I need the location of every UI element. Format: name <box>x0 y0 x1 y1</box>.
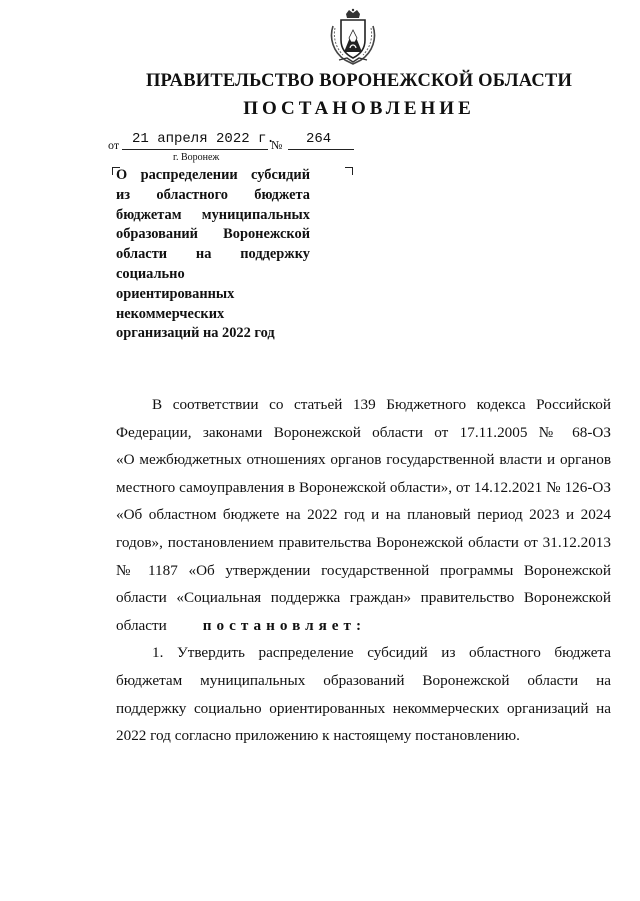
body-line: области «Социальная поддержка граждан» правительство Воронежской <box>116 589 611 607</box>
date-underline <box>122 149 268 150</box>
document-number: 264 <box>306 131 332 147</box>
item-1-line: 2022 год согласно приложению к настоящему постановлению. <box>116 727 520 745</box>
number-underline <box>288 149 354 150</box>
city-label: г. Воронеж <box>173 152 220 163</box>
decree-word: постановляет: <box>202 616 367 634</box>
subject-line: социально <box>116 265 185 282</box>
preamble-text <box>116 391 611 750</box>
date-number-line <box>108 130 358 152</box>
document-date: 21 апреля 2022 г. <box>132 131 275 147</box>
subject-block <box>116 166 310 344</box>
date-prefix: от <box>108 138 120 152</box>
item-1-line: поддержку социально ориентированных некоммерческих организаций на <box>116 699 611 717</box>
coat-of-arms-icon <box>327 8 379 66</box>
item-1-line: 1. Утвердить распределение субсидий из областного бюджета <box>152 644 611 662</box>
body-line: Федерации, законами Воронежской области от 17.11.2005 № 68-ОЗ <box>116 423 611 441</box>
body-line: № 1187 «Об утверждении государственной программы Воронежской <box>116 561 611 579</box>
subject-line: О распределении субсидий <box>116 167 310 183</box>
body-line: «О межбюджетных отношениях органов государственной власти и органов <box>116 451 611 469</box>
decree-line-lead: области <box>116 616 167 634</box>
subject-line: бюджетам муниципальных <box>116 206 310 223</box>
body-line: В соответствии со статьей 139 Бюджетного кодекса Российской <box>152 396 611 413</box>
body-line: «Об областном бюджете на 2022 год и на плановый период 2023 и 2024 <box>116 506 611 524</box>
organization-title: ПРАВИТЕЛЬСТВО ВОРОНЕЖСКОЙ ОБЛАСТИ <box>145 71 573 91</box>
decree-line <box>116 612 611 640</box>
subject-line: из областного бюджета <box>116 186 310 203</box>
number-prefix: № <box>271 138 283 152</box>
item-1-line: бюджетам муниципальных образований Воронежской области на <box>116 671 611 689</box>
subject-line: некоммерческих <box>116 305 225 322</box>
subject-line: области на поддержку <box>116 246 310 263</box>
document-type-title: ПОСТАНОВЛЕНИЕ <box>243 98 475 119</box>
subject-line: организаций на 2022 год <box>116 325 275 342</box>
subject-line: ориентированных <box>116 285 235 302</box>
body-line: местного самоуправления в Воронежской области», от 14.12.2021 № 126-ОЗ <box>116 478 611 496</box>
subject-corner-right <box>345 167 353 175</box>
subject-line: образований Воронежской <box>116 226 310 243</box>
body-line: годов», постановлением правительства Воронежской области от 31.12.2013 <box>116 533 611 551</box>
